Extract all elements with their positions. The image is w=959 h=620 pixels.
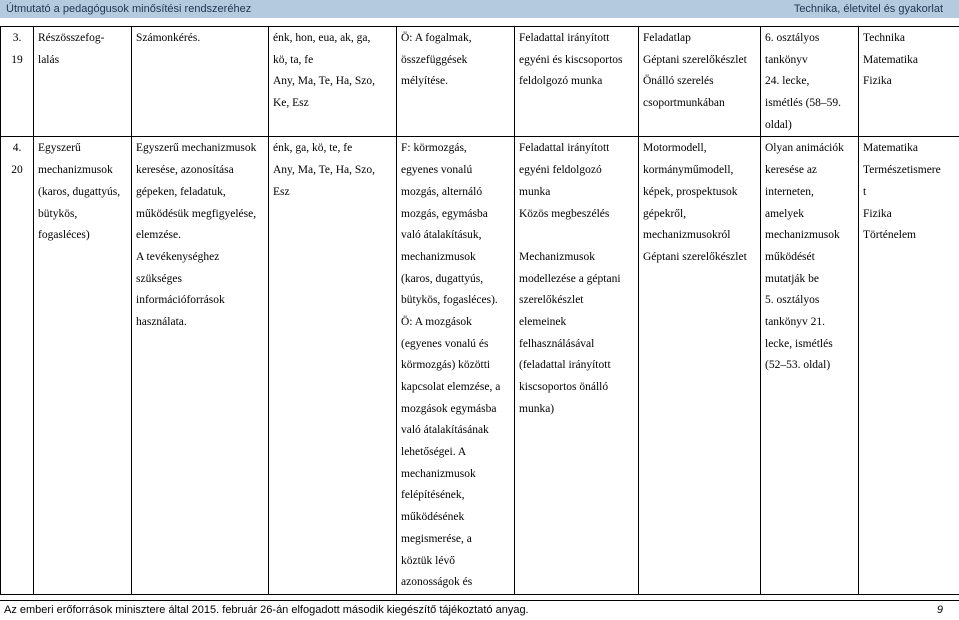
cell-line: tankönyv bbox=[765, 50, 854, 72]
cell-line: t bbox=[863, 182, 955, 204]
cell-line: Közös megbeszélés bbox=[519, 204, 634, 226]
cell-line: Olyan animációk bbox=[765, 138, 854, 160]
cell-line: Géptani szerelőkészlet bbox=[643, 247, 756, 269]
cell-line: Ö: A fogalmak, bbox=[401, 28, 510, 50]
cell-line: Fizika bbox=[863, 204, 955, 226]
cell-line: köztük lévő bbox=[401, 551, 510, 573]
cell-line: egyenes vonalú bbox=[401, 160, 510, 182]
cell-line: mechanizmusok bbox=[401, 247, 510, 269]
cell-line: megismerése, a bbox=[401, 529, 510, 551]
cell-line: szükséges bbox=[136, 269, 264, 291]
cell-line: használata. bbox=[136, 312, 264, 334]
cell-line: Fizika bbox=[863, 71, 955, 93]
cell-line: F: körmozgás, bbox=[401, 138, 510, 160]
cell-work-form bbox=[515, 137, 639, 594]
cell-line: 3. bbox=[5, 28, 29, 50]
cell-line: felépítésének, bbox=[401, 485, 510, 507]
cell-line: (52–53. oldal) bbox=[765, 355, 854, 377]
cell-line: énk, hon, eua, ak, ga, bbox=[273, 28, 392, 50]
cell-topic bbox=[34, 137, 132, 594]
cell-line: (karos, dugattyús, bbox=[38, 182, 127, 204]
cell-line: Technika bbox=[863, 28, 955, 50]
cell-line: mozgás, alternáló bbox=[401, 182, 510, 204]
cell-line: mechanizmusok bbox=[401, 464, 510, 486]
cell-competencies bbox=[269, 137, 397, 594]
cell-line: 20 bbox=[5, 160, 29, 182]
cell-line: összefüggések bbox=[401, 50, 510, 72]
cell-line: tankönyv 21. bbox=[765, 312, 854, 334]
cell-line: (feladattal irányított bbox=[519, 355, 634, 377]
cell-line: kö, ta, fe bbox=[273, 50, 392, 72]
cell-line: Egyszerű bbox=[38, 138, 127, 160]
table-row bbox=[1, 27, 959, 137]
cell-line: Önálló szerelés bbox=[643, 71, 756, 93]
cell-line: gépekről, bbox=[643, 204, 756, 226]
cell-line bbox=[519, 225, 634, 247]
cell-line: Mechanizmusok bbox=[519, 247, 634, 269]
cell-line: Esz bbox=[273, 182, 392, 204]
footer-text: Az emberi erőforrások minisztere által 2015. február 26-án elfogadott második kiegészítő tájékoztató anyag. bbox=[4, 601, 529, 620]
cell-line: Feladatlap bbox=[643, 28, 756, 50]
cell-line: mechanizmusok bbox=[765, 225, 854, 247]
page-footer bbox=[0, 600, 959, 619]
cell-line: Természetismere bbox=[863, 160, 955, 182]
cell-line: lecke, ismétlés bbox=[765, 334, 854, 356]
curriculum-table bbox=[0, 26, 959, 595]
cell-line: A tevékenységhez bbox=[136, 247, 264, 269]
cell-lesson-number bbox=[1, 137, 34, 594]
cell-line: körmozgás) közötti bbox=[401, 355, 510, 377]
cell-line: Ke, Esz bbox=[273, 93, 392, 115]
cell-line: elemzése. bbox=[136, 225, 264, 247]
cell-line: Motormodell, bbox=[643, 138, 756, 160]
cell-line: 24. lecke, bbox=[765, 71, 854, 93]
header-subject: Technika, életvitel és gyakorlat bbox=[794, 0, 943, 18]
cell-line: Feladattal irányított bbox=[519, 138, 634, 160]
cell-line: Any, Ma, Te, Ha, Szo, bbox=[273, 160, 392, 182]
cell-line: modellezése a géptani bbox=[519, 269, 634, 291]
cell-lesson-number bbox=[1, 27, 34, 137]
cell-line: mechanizmusok bbox=[38, 160, 127, 182]
cell-line: fogasléces) bbox=[38, 225, 127, 247]
cell-line: mélyítése. bbox=[401, 71, 510, 93]
cell-line: 5. osztályos bbox=[765, 290, 854, 312]
cell-topic bbox=[34, 27, 132, 137]
cell-line: gépeken, feladatuk, bbox=[136, 182, 264, 204]
cell-line: énk, ga, kö, te, fe bbox=[273, 138, 392, 160]
cell-line: Any, Ma, Te, Ha, Szo, bbox=[273, 71, 392, 93]
cell-line: szerelőkészlet bbox=[519, 290, 634, 312]
cell-line: egyéni feldolgozó bbox=[519, 160, 634, 182]
cell-line: Géptani szerelőkészlet bbox=[643, 50, 756, 72]
cell-line: bütykös, bbox=[38, 204, 127, 226]
cell-line: ismétlés (58–59. bbox=[765, 93, 854, 115]
cell-line: elemeinek bbox=[519, 312, 634, 334]
cell-activity bbox=[132, 137, 269, 594]
cell-work-form bbox=[515, 27, 639, 137]
cell-connections bbox=[859, 137, 959, 594]
table-row bbox=[1, 137, 959, 594]
cell-line: információforrások bbox=[136, 290, 264, 312]
page-header bbox=[0, 0, 959, 18]
cell-line: munka bbox=[519, 182, 634, 204]
cell-line: keresése, azonosítása bbox=[136, 160, 264, 182]
cell-line: Ö: A mozgások bbox=[401, 312, 510, 334]
cell-line: való átalakításuk, bbox=[401, 225, 510, 247]
cell-competencies bbox=[269, 27, 397, 137]
cell-line: Egyszerű mechanizmusok bbox=[136, 138, 264, 160]
cell-line: 19 bbox=[5, 50, 29, 72]
cell-line: Matematika bbox=[863, 50, 955, 72]
cell-resources bbox=[761, 27, 859, 137]
cell-line: munka) bbox=[519, 399, 634, 421]
cell-content bbox=[397, 27, 515, 137]
cell-line: kiscsoportos önálló bbox=[519, 377, 634, 399]
cell-line: Számonkérés. bbox=[136, 28, 264, 50]
cell-line: oldal) bbox=[765, 115, 854, 137]
cell-activity bbox=[132, 27, 269, 137]
cell-line: mozgások egymásba bbox=[401, 399, 510, 421]
cell-line: 6. osztályos bbox=[765, 28, 854, 50]
cell-line: felhasználásával bbox=[519, 334, 634, 356]
cell-line: mechanizmusokról bbox=[643, 225, 756, 247]
cell-line: Részösszefog- bbox=[38, 28, 127, 50]
cell-line: amelyek bbox=[765, 204, 854, 226]
cell-line: interneten, bbox=[765, 182, 854, 204]
cell-line: működésük megfigyelése, bbox=[136, 204, 264, 226]
cell-tools bbox=[639, 137, 761, 594]
cell-line: lalás bbox=[38, 50, 127, 72]
cell-line: képek, prospektusok bbox=[643, 182, 756, 204]
cell-line: egyéni és kiscsoportos bbox=[519, 50, 634, 72]
cell-line: (karos, dugattyús, bbox=[401, 269, 510, 291]
cell-line: azonosságok és bbox=[401, 572, 510, 594]
cell-line: (egyenes vonalú és bbox=[401, 334, 510, 356]
cell-line: Történelem bbox=[863, 225, 955, 247]
cell-line: feldolgozó munka bbox=[519, 71, 634, 93]
cell-line: mozgás, egymásba bbox=[401, 204, 510, 226]
cell-line: keresése az bbox=[765, 160, 854, 182]
cell-line: Matematika bbox=[863, 138, 955, 160]
header-title: Útmutató a pedagógusok minősítési rendszeréhez bbox=[6, 0, 251, 18]
cell-line: működését bbox=[765, 247, 854, 269]
cell-line: kapcsolat elemzése, a bbox=[401, 377, 510, 399]
cell-line: bütykös, fogasléces). bbox=[401, 290, 510, 312]
cell-line: csoportmunkában bbox=[643, 93, 756, 115]
cell-line: lehetőségei. A bbox=[401, 442, 510, 464]
cell-line: való átalakításának bbox=[401, 420, 510, 442]
cell-connections bbox=[859, 27, 959, 137]
cell-line: kormányműmodell, bbox=[643, 160, 756, 182]
cell-line: mutatják be bbox=[765, 269, 854, 291]
cell-line: Feladattal irányított bbox=[519, 28, 634, 50]
cell-content bbox=[397, 137, 515, 594]
cell-line: működésének bbox=[401, 507, 510, 529]
page-number: 9 bbox=[937, 601, 943, 620]
cell-line: 4. bbox=[5, 138, 29, 160]
cell-tools bbox=[639, 27, 761, 137]
cell-resources bbox=[761, 137, 859, 594]
